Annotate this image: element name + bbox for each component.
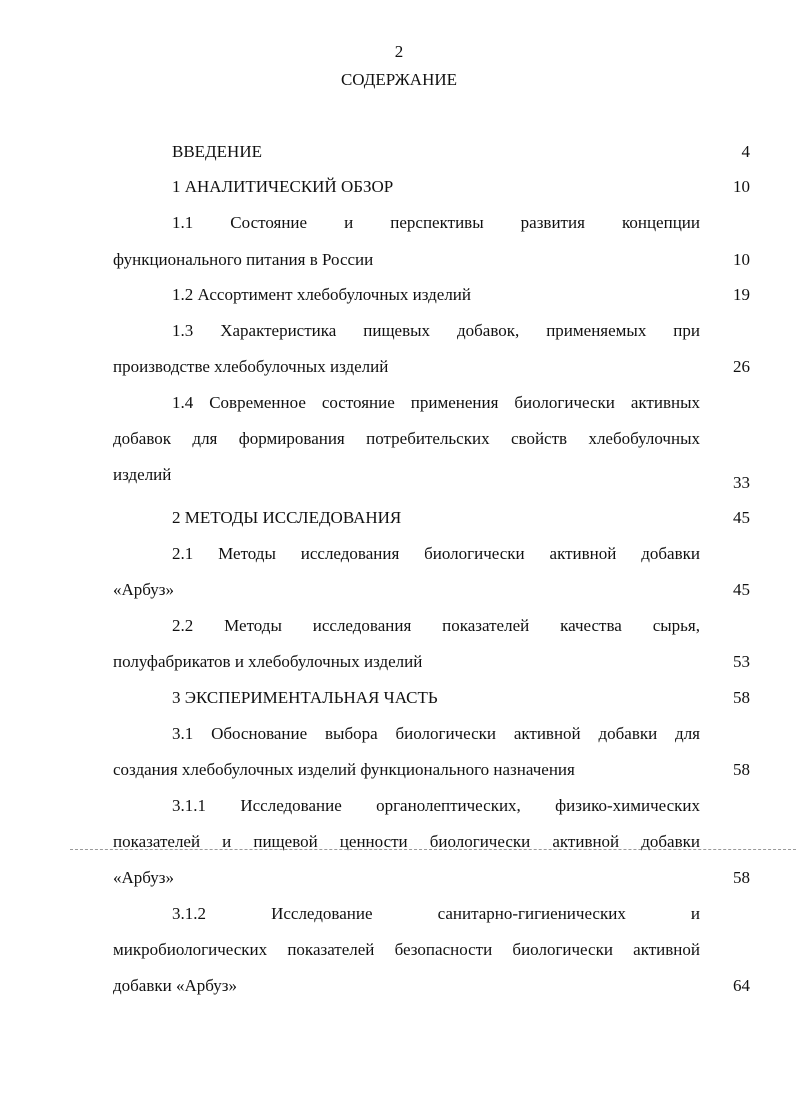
toc-entry-line: «Арбуз» [113, 580, 174, 599]
toc-entry-line: 1.4 Современное состояние применения биологически активных [172, 393, 700, 412]
toc-entry-line: добавки «Арбуз» [113, 976, 237, 995]
toc-entry-line: добавок для формирования потребительских свойств хлебобулочных [113, 429, 700, 448]
toc-entry-line: производстве хлебобулочных изделий [113, 357, 389, 376]
toc-entry-page: 33 [733, 473, 750, 492]
toc-entry-title: 1.2 Ассортимент хлебобулочных изделий [172, 285, 472, 304]
toc-entry-line: создания хлебобулочных изделий функционального назначения [113, 760, 575, 779]
toc-entry-line: 3.1 Обоснование выбора биологически активной добавки для [172, 724, 700, 743]
toc-entry-page: 4 [741, 142, 750, 161]
toc-entry-line: 1.1 Состояние и перспективы развития концепции [172, 213, 700, 232]
page-title: СОДЕРЖАНИЕ [340, 70, 458, 89]
toc-entry-page: 58 [733, 688, 750, 707]
toc-entry-line: «Арбуз» [113, 868, 174, 887]
toc-entry-page: 53 [733, 652, 750, 671]
toc-entry-line: 3.1.2 Исследование санитарно-гигиенических и [172, 904, 700, 923]
toc-entry-line: показателей и пищевой ценности биологически активной добавки [113, 832, 700, 851]
toc-entry-line: полуфабрикатов и хлебобулочных изделий [113, 652, 423, 671]
toc-entry-page: 64 [733, 976, 750, 995]
toc-entry-page: 58 [733, 868, 750, 887]
toc-entry-line: 2.2 Методы исследования показателей качества сырья, [172, 616, 700, 635]
toc-entry-page: 19 [733, 285, 750, 304]
page-number: 2 [394, 42, 404, 61]
toc-entry-page: 10 [733, 177, 750, 196]
toc-entry-title: 2 МЕТОДЫ ИССЛЕДОВАНИЯ [172, 508, 402, 527]
toc-entry-page: 45 [733, 508, 750, 527]
toc-entry-page: 45 [733, 580, 750, 599]
toc-entry-title: ВВЕДЕНИЕ [172, 142, 262, 161]
toc-entry-line: функционального питания в России [113, 250, 374, 269]
toc-entry-page: 26 [733, 357, 750, 376]
toc-entry-page: 10 [733, 250, 750, 269]
toc-entry-title: 3 ЭКСПЕРИМЕНТАЛЬНАЯ ЧАСТЬ [172, 688, 438, 707]
toc-entry-line: 3.1.1 Исследование органолептических, физико-химических [172, 796, 700, 815]
toc-entry-line: 1.3 Характеристика пищевых добавок, применяемых при [172, 321, 700, 340]
toc-entry-line: микробиологических показателей безопасности биологически активной [113, 940, 700, 959]
toc-entry-line: 2.1 Методы исследования биологически активной добавки [172, 544, 700, 563]
toc-entry-line: изделий [113, 465, 172, 484]
toc-entry-title: 1 АНАЛИТИЧЕСКИЙ ОБЗОР [172, 177, 394, 196]
toc-entry-page: 58 [733, 760, 750, 779]
